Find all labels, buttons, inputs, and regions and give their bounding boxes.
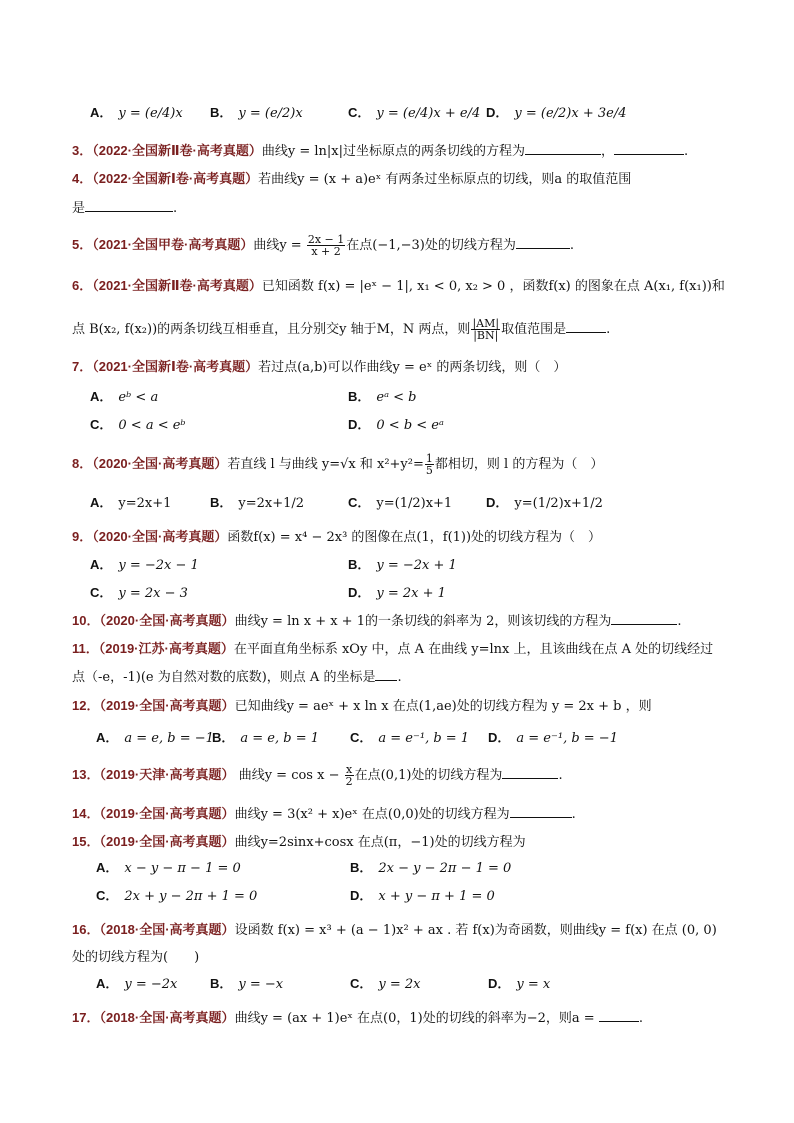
question-3: 3．（2022·全国新Ⅱ卷·高考真题）曲线y = ln|x|过坐标原点的两条切线的方程为 ， . — [72, 143, 689, 159]
option-q2-b[interactable]: B． y = (e/2)x — [210, 105, 303, 121]
question-7: 7．（2021·全国新Ⅰ卷·高考真题）若过点(a,b)可以作曲线y = eˣ 的两条切线，则（ ） — [72, 359, 567, 375]
option-q12-d[interactable]: D． a = e⁻¹, b = −1 — [488, 730, 618, 746]
option-q15-b[interactable]: B． 2x − y − 2π − 1 = 0 — [350, 860, 512, 876]
option-q9-d[interactable]: D． y = 2x + 1 — [348, 585, 446, 601]
option-q16-c[interactable]: C． y = 2x — [350, 976, 421, 992]
option-q8-a[interactable]: A． y=2x+1 — [90, 495, 172, 511]
question-17: 17．（2018·全国·高考真题）曲线y = (ax + 1)eˣ 在点(0，1)处的切线的斜率为−2，则a = . — [72, 1010, 643, 1026]
question-9: 9．（2020·全国·高考真题）函数f(x) = x⁴ − 2x³ 的图像在点(1，f(1))处的切线方程为（ ） — [72, 529, 602, 545]
question-4-cont: 是 . — [72, 201, 178, 216]
option-q12-a[interactable]: A． a = e, b = −1 — [96, 730, 214, 746]
question-13: 13．（2019·天津·高考真题） 曲线y = cos x − $\frac{x}{2}$ 在点(0,1)处的切线方程为 . — [72, 763, 563, 788]
option-q2-a[interactable]: A． y = (e/4)x — [90, 105, 183, 121]
fraction: $\frac{1}{5}$ — [425, 452, 433, 477]
option-q9-c[interactable]: C． y = 2x − 3 — [90, 585, 188, 601]
fraction: $\frac{|AM|}{|BN|}$ — [472, 317, 500, 342]
question-16: 16．（2018·全国·高考真题）设函数 f(x) = x³ + (a − 1)x² + ax . 若 f(x)为奇函数，则曲线y = f(x) 在点 (0, 0) — [72, 922, 717, 938]
answer-blank[interactable] — [599, 1009, 639, 1022]
answer-blank[interactable] — [502, 766, 558, 779]
answer-blank[interactable] — [611, 612, 677, 625]
answer-blank[interactable] — [510, 805, 572, 818]
option-q15-d[interactable]: D． x + y − π + 1 = 0 — [350, 888, 495, 904]
option-q9-b[interactable]: B． y = −2x + 1 — [348, 557, 457, 573]
option-q15-c[interactable]: C． 2x + y − 2π + 1 = 0 — [96, 888, 258, 904]
question-15: 15．（2019·全国·高考真题）曲线y=2sinx+cosx 在点(π，−1)处的切线方程为 — [72, 834, 526, 850]
option-q7-a[interactable]: A． eᵇ < a — [90, 389, 159, 405]
question-11: 11．（2019·江苏·高考真题）在平面直角坐标系 xOy 中，点 A 在曲线 y=lnx 上，且该曲线在点 A 处的切线经过 — [72, 641, 714, 657]
answer-blank[interactable] — [85, 199, 173, 212]
option-q8-d[interactable]: D． y=(1/2)x+1/2 — [486, 495, 603, 511]
question-6-cont: 点 B(x₂, f(x₂))的两条切线互相垂直，且分别交y 轴于M，N 两点，则 $\frac{|AM|}{|BN|}$ 取值范围是 . — [72, 317, 611, 342]
option-q8-b[interactable]: B． y=2x+1/2 — [210, 495, 305, 511]
option-q2-c[interactable]: C． y = (e/4)x + e/4 — [348, 105, 481, 121]
question-5: 5．（2021·全国甲卷·高考真题）曲线y = $\frac{2x - 1}{x + 2}$ 在点(−1,−3)处的切线方程为 . — [72, 233, 575, 258]
option-q12-c[interactable]: C． a = e⁻¹, b = 1 — [350, 730, 470, 746]
question-11-cont: 点（-e，-1)(e 为自然对数的底数)，则点 A 的坐标是 . — [72, 670, 402, 685]
answer-blank[interactable] — [566, 320, 606, 333]
question-4: 4．（2022·全国新Ⅰ卷·高考真题）若曲线y = (x + a)eˣ 有两条过坐标原点的切线，则a 的取值范围 — [72, 171, 632, 187]
answer-blank[interactable] — [525, 142, 601, 155]
option-q9-a[interactable]: A． y = −2x − 1 — [90, 557, 199, 573]
answer-blank[interactable] — [516, 236, 570, 249]
fraction: $\frac{2x - 1}{x + 2}$ — [307, 233, 345, 258]
answer-blank[interactable] — [614, 142, 684, 155]
option-q7-d[interactable]: D． 0 < b < eᵃ — [348, 417, 444, 433]
option-q16-d[interactable]: D． y = x — [488, 976, 551, 992]
question-12: 12．（2019·全国·高考真题）已知曲线y = aeˣ + x ln x 在点(1,ae)处的切线方程为 y = 2x + b ，则 — [72, 698, 652, 714]
option-q16-b[interactable]: B． y = −x — [210, 976, 284, 992]
question-10: 10．（2020·全国·高考真题）曲线y = ln x + x + 1的一条切线的斜率为 2，则该切线的方程为 . — [72, 613, 682, 629]
question-8: 8．（2020·全国·高考真题）若直线 l 与曲线 y=√x 和 x²+y²= $\frac{1}{5}$ 都相切，则 l 的方程为（ ） — [72, 452, 604, 477]
question-16-cont: 处的切线方程为( ) — [72, 950, 200, 965]
fraction: $\frac{x}{2}$ — [345, 763, 353, 788]
option-q7-c[interactable]: C． 0 < a < eᵇ — [90, 417, 186, 433]
option-q7-b[interactable]: B． eᵃ < b — [348, 389, 417, 405]
option-q2-d[interactable]: D． y = (e/2)x + 3e/4 — [486, 105, 627, 121]
question-6: 6．（2021·全国新Ⅱ卷·高考真题）已知函数 f(x) = |eˣ − 1|, x₁ < 0, x₂ > 0 ，函数f(x) 的图象在点 A(x₁, f(x₁))和 — [72, 278, 725, 294]
option-q8-c[interactable]: C． y=(1/2)x+1 — [348, 495, 453, 511]
option-q15-a[interactable]: A． x − y − π − 1 = 0 — [96, 860, 241, 876]
answer-blank[interactable] — [375, 668, 397, 681]
option-q16-a[interactable]: A． y = −2x — [96, 976, 178, 992]
question-14: 14．（2019·全国·高考真题）曲线y = 3(x² + x)eˣ 在点(0,0)处的切线方程为 . — [72, 806, 576, 822]
option-q12-b[interactable]: B． a = e, b = 1 — [212, 730, 320, 746]
